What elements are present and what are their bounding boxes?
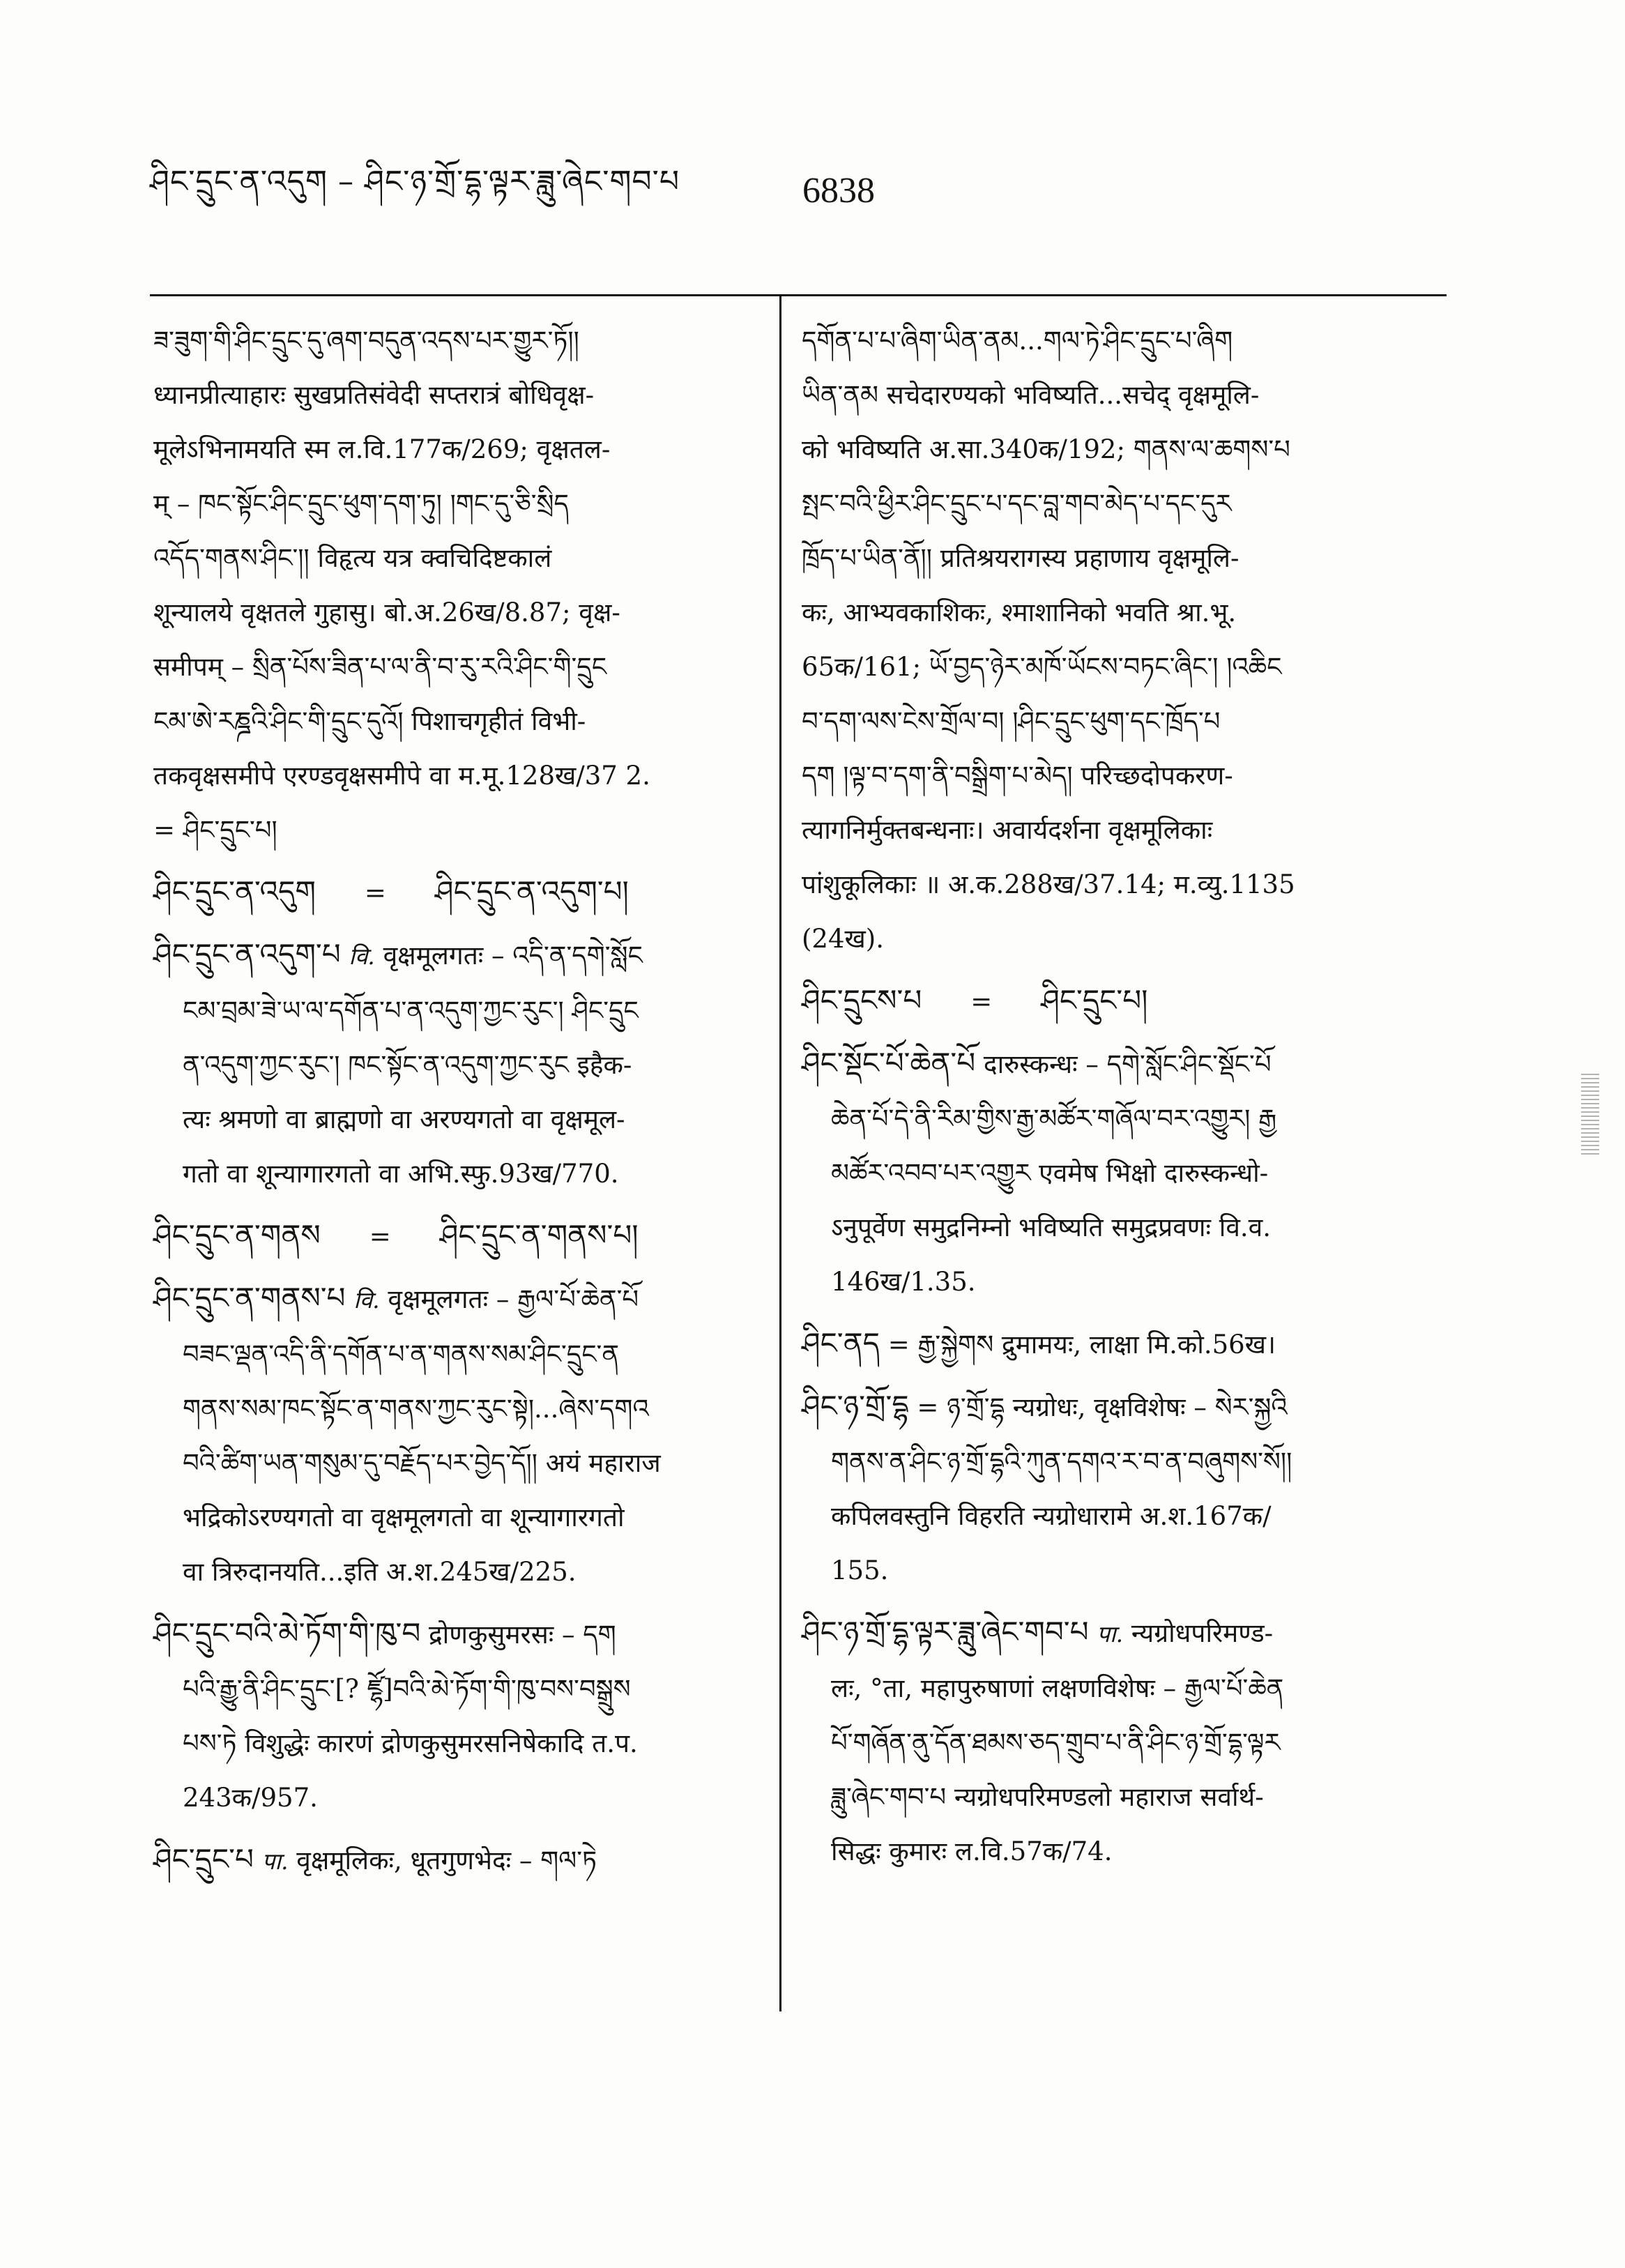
- margin-scan-mark: [1581, 1074, 1599, 1157]
- entry-line: [802, 1379, 1443, 1435]
- entry-line: कपिलवस्तुनि विहरति न्यग्रोधारामे अ.श.167क/: [831, 1501, 1272, 1531]
- dictionary-entry: [153, 1832, 756, 1889]
- entry-line: ན་འདུག་ཀྱང་རུང་། ཁང་སྟོང་ན་འདུག་ཀྱང་རུང इहैक-: [183, 1050, 632, 1080]
- entry-line: (24ख).: [802, 924, 884, 954]
- entry-line: सिद्धः कुमारः ल.वि.57क/74.: [831, 1836, 1113, 1866]
- entry-line: པའི་རྒྱུ་ནི་ཤིང་དྲུང་[? ཛྷོ]བའི་མེ་ཏོག་གི་ཁུ་བས་བསྒྲུས: [183, 1674, 631, 1704]
- entry-line: གནས་སམ་ཁང་སྟོང་ན་གནས་ཀྱང་རུང་སྟེ།...ཞེས་དགའ: [183, 1394, 649, 1424]
- definition-text: द्रोणकुसुमरसः – དག: [429, 1620, 616, 1650]
- dictionary-entry: [802, 1316, 1443, 1372]
- dictionary-entry: [153, 314, 756, 858]
- entry-line: समीपम् – སྲིན་པོས་ཟིན་པ་ལ་ནི་བ་རུ་རའི་ཤིང་གི་དྲུང: [153, 652, 607, 682]
- grammar-tag: पा.: [1097, 1620, 1124, 1647]
- headword: ཤིང་དྲུང་ན་འདུག་པ: [153, 937, 341, 971]
- grammar-tag: वि.: [349, 943, 375, 970]
- entry-line: པོ་གཞོན་ནུ་དོན་ཐམས་ཅད་གྲུབ་པ་ནི་ཤིང་ཉ་གྲོ་དྷ་ལྟར: [831, 1728, 1281, 1758]
- entry-line: ཟླུ་ཞེང་གབ་པ न्यग्रोधपरिमण्डलो महाराज सर्वार्थ-: [831, 1782, 1264, 1812]
- dictionary-entry: [802, 1605, 1443, 1879]
- entry-line: त्यागनिर्मुक्तबन्धनाः। अवार्यदर्शना वृक्षमूलिकाः: [802, 815, 1213, 845]
- entry-line: ཡིན་ནམ सचेदारण्यको भविष्यति...सचेद् वृक्षमूलि-: [802, 380, 1260, 410]
- entry-line: དགོན་པ་པ་ཞིག་ཡིན་ནམ...གལ་ཏེ་ཤིང་དྲུང་པ་ཞིག: [802, 326, 1233, 356]
- entry-line: 146ख/1.35.: [831, 1267, 976, 1297]
- right-column: [802, 314, 1443, 1886]
- entry-line: ཆེན་པོ་དེ་ནི་རིམ་གྱིས་རྒྱ་མཚོར་གཞོལ་བར་འགྱུར། རྒྱ: [831, 1104, 1277, 1134]
- entry-line: गतो वा शून्यागारगतो वा अभि.स्फु.93ख/770.: [183, 1159, 619, 1189]
- definition-text: वृक्षमूलगतः – འདི་ན་དགེ་སློང: [383, 941, 643, 971]
- entry-line: དག །ལྟ་བ་དག་ནི་བསྒྲིག་པ་མེད། परिच्छदोपकरण-: [802, 761, 1233, 791]
- equals-sign: =: [369, 1221, 391, 1251]
- entry-line: [153, 1832, 756, 1889]
- entry-line: को भविष्यति अ.सा.340क/192; གནས་ལ་ཆགས་པ: [802, 434, 1290, 464]
- headword: ཤིང་དྲུང་བའི་མེ་ཏོག་གི་ཁུ་བ: [153, 1616, 421, 1650]
- entry-line: पांशुकूलिकाः ॥ अ.क.288ख/37.14; म.व्यु.1135: [802, 869, 1295, 899]
- entry-line: भद्रिकोऽरण्यगतो वा वृक्षमूलगतो वा शून्यागारगतो: [183, 1502, 625, 1532]
- left-column: [153, 314, 756, 1896]
- entry-line: कः, आभ्यवकाशिकः, श्माशानिको भवति श्रा.भू.: [802, 598, 1237, 627]
- equals-sign: =: [970, 987, 993, 1017]
- entry-line: [153, 1606, 756, 1662]
- entry-line: བའི་ཚིག་ཡན་གསུམ་དུ་བརྗོད་པར་བྱེད་དོ།། अयं महाराज: [183, 1448, 661, 1478]
- definition-text: वृक्षमूलगतः – རྒྱལ་པོ་ཆེན་པོ: [388, 1284, 639, 1314]
- entry-line: [802, 1605, 1443, 1661]
- headword: ཤིང་ཉ་གྲོ་དྷ་ལྟར་ཟླུ་ཞེང་གབ་པ: [802, 1615, 1089, 1649]
- entry-line: སྤང་བའི་ཕྱིར་ཤིང་དྲུང་པ་དང་བླ་གབ་མེད་པ་དང་དུར: [802, 489, 1232, 519]
- grammar-tag: पा.: [261, 1848, 289, 1875]
- dictionary-entry: [802, 973, 1443, 1029]
- dictionary-entry: [802, 1036, 1443, 1309]
- dictionary-entry: [153, 927, 756, 1201]
- running-head: ཤིང་དྲུང་ན་འདུག – ཤིང་ཉ་གྲོ་དྷ་ལྟར་ཟླུ་ཞེང་གབ་པ: [150, 164, 680, 199]
- entry-line: འདོད་གནས་ཤིང་།། विहृत्य यत्र क्वचिदिष्टकालं: [153, 543, 552, 573]
- headword: ཤིང་སྡོང་པོ་ཆེན་པོ: [802, 1046, 976, 1080]
- entry-line: མཚོར་འབབ་པར་འགྱུར एवमेष भिक्षो दारुस्कन्धो-: [831, 1158, 1269, 1188]
- entry-line: 243क/957.: [183, 1783, 318, 1813]
- entry-line: शून्यालये वृक्षतले गुहासु। बो.अ.26ख/8.87; वृक्ष-: [153, 598, 620, 627]
- dictionary-entry: [153, 1208, 756, 1264]
- running-header: [150, 159, 875, 222]
- dictionary-entry: [153, 865, 756, 920]
- entry-line: मूलेऽभिनामयति स्म ल.वि.177क/269; वृक्षतल-: [153, 434, 611, 464]
- entry-line: म् – ཁང་སྟོང་ཤིང་དྲུང་ཕུག་དག་ཏུ། །གང་དུ་ཅི་སྲིད: [153, 489, 569, 519]
- headword: ཤིང་དྲུང་ན་གནས་པ: [153, 1281, 346, 1315]
- cross-reference-line: [802, 973, 1443, 1029]
- top-rule: [150, 294, 1447, 296]
- cross-reference-target: ཤིང་དྲུང་ན་འདུག་པ།: [434, 874, 629, 908]
- cross-reference-line: [153, 1208, 756, 1264]
- entry-line: བ་དག་ལས་ངེས་གྲོལ་བ། །ཤིང་དྲུང་ཕུག་དང་ཁྲོད་པ: [802, 706, 1221, 736]
- definition-text: = རྒྱ་སྐྱེགས द्रुमामयः, लाक्षा मि.को.56ख।: [887, 1330, 1276, 1360]
- entry-line: [802, 1036, 1443, 1092]
- entry-line: 65क/161; ཡོ་བྱད་ཉེར་མཁོ་ཡོངས་བཏང་ཞིང་། །འཆིང: [802, 652, 1282, 682]
- headword: ཤིང་དྲུངས་པ: [802, 983, 922, 1017]
- entry-line: ऽनुपूर्वेण समुद्रनिम्नो भविष्यति समुद्रप्रवणः वि.व.: [831, 1212, 1272, 1242]
- headword: ཤིང་ཉ་གྲོ་དྷ: [802, 1389, 909, 1423]
- page-number: 6838: [802, 170, 875, 211]
- entry-line: བཟང་ལྡན་འདི་ནི་དགོན་པ་ན་གནས་སམ་ཤིང་དྲུང་ན: [183, 1339, 620, 1369]
- cross-reference-target: ཤིང་དྲུང་ན་གནས་པ།: [439, 1218, 639, 1252]
- entry-line: ངམ་བྲམ་ཟེ་ཡ་ལ་དགོན་པ་ན་འདུག་ཀྱང་རུང་། ཤིང་དྲུང: [183, 996, 639, 1026]
- cross-reference-target: ཤིང་དྲུང་པ།: [1041, 983, 1148, 1017]
- headword: ཤིང་དྲུང་ན་གནས: [153, 1218, 321, 1252]
- column-divider: [779, 296, 781, 2011]
- definition-text: = ཉ་གྲོ་དྷ न्यग्रोधः, वृक्षविशेषः – སེར་སྐྱའི: [917, 1392, 1288, 1422]
- entry-line: तकवृक्षसमीपे एरण्डवृक्षसमीपे वा म.मू.128ख/37 2.: [153, 761, 650, 791]
- cross-reference-line: [153, 865, 756, 920]
- entry-line: ध्यानप्रीत्याहारः सुखप्रतिसंवेदी सप्तरात्रं बोधिवृक्ष-: [153, 380, 595, 410]
- definition-text: न्यग्रोधपरिमण्ड-: [1131, 1618, 1274, 1648]
- definition-text: दारुस्कन्धः – དགེ་སློང་ཤིང་སྡོང་པོ: [983, 1049, 1272, 1079]
- dictionary-entry: [802, 314, 1443, 966]
- headword: ཤིང་དྲུང་ན་འདུག: [153, 874, 316, 908]
- entry-line: [153, 1271, 756, 1327]
- grammar-tag: वि.: [353, 1286, 380, 1314]
- headword: ཤིང་དྲུང་པ: [153, 1842, 254, 1876]
- entry-line: ཟ་ཟུག་གི་ཤིང་དྲུང་དུ་ཞག་བདུན་འདས་པར་གྱུར་ཏོ།།: [153, 326, 579, 356]
- entry-line: ངམ་ཨེ་རཎྜའི་ཤིང་གི་དྲུང་དུའོ། पिशाचगृहीतं विभी-: [153, 706, 586, 736]
- entry-line: लः, °ता, महापुरुषाणां लक्षणविशेषः – རྒྱལ་པོ་ཆེན: [831, 1673, 1284, 1703]
- dictionary-entry: [153, 1271, 756, 1599]
- entry-line: वा त्रिरुदानयति...इति अ.श.245ख/225.: [183, 1557, 577, 1587]
- entry-line: གནས་ན་ཤིང་ཉ་གྲོ་དྷའི་ཀུན་དགའ་ར་བ་ན་བཞུགས་སོ།།: [831, 1447, 1292, 1477]
- entry-line: [802, 1316, 1443, 1372]
- dictionary-entry: [802, 1379, 1443, 1598]
- headword: ཤིང་ནད: [802, 1326, 880, 1360]
- entry-line: [153, 927, 756, 984]
- entry-line: པས་ཏེ विशुद्धेः कारणं द्रोणकुसुमरसनिषेकादि त.प.: [183, 1728, 638, 1758]
- definition-text: वृक्षमूलिकः, धूतगुणभेदः – གལ་ཏེ: [296, 1845, 597, 1875]
- entry-line: = ཤིང་དྲུང་པ།: [153, 815, 277, 845]
- dictionary-entry: [153, 1606, 756, 1825]
- entry-line: त्यः श्रमणो वा ब्राह्मणो वा अरण्यगतो वा वृक्षमूल-: [183, 1104, 625, 1134]
- equals-sign: =: [364, 878, 386, 908]
- entry-line: ཁྲོད་པ་ཡིན་ནོ།། प्रतिश्रयरागस्य प्रहाणाय वृक्षमूलि-: [802, 543, 1239, 573]
- entry-line: 155.: [831, 1555, 889, 1585]
